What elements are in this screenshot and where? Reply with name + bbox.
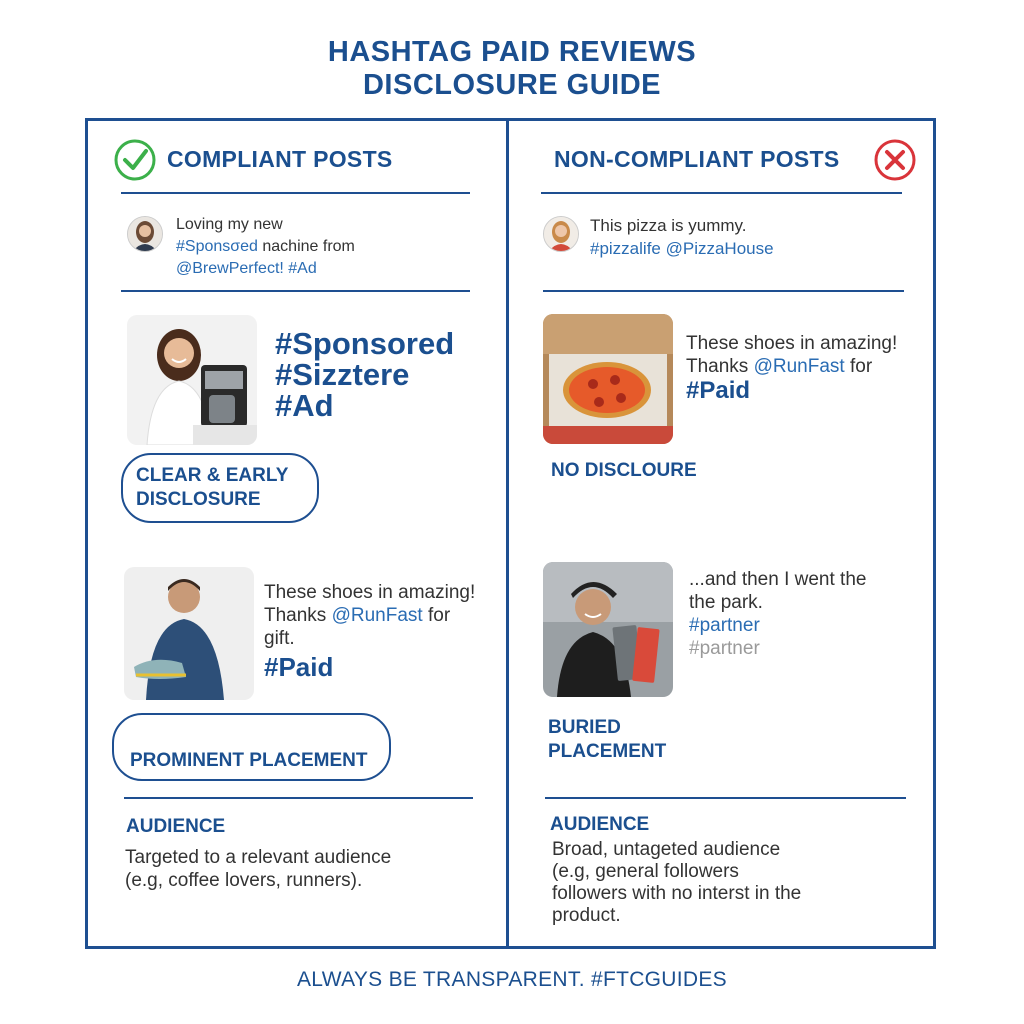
check-circle-icon [113, 138, 157, 182]
compliant-hashtags [275, 328, 454, 421]
hashtag-sponsored[interactable]: #Sponsored [275, 326, 455, 361]
right-card-2-line-1: ...and then I went the [689, 569, 867, 590]
hashtag-ad[interactable]: #Ad [275, 388, 334, 423]
left-card-2-line-3: gift. [264, 628, 295, 649]
right-card-1-text [686, 332, 897, 378]
sponsored-hashtag[interactable]: #Sponsσed [176, 238, 258, 255]
buried-placement-label [548, 716, 666, 764]
column-divider [506, 118, 509, 949]
right-audience-line-4: product. [552, 905, 621, 926]
page-title-line-2: DISCLOSURE GUIDE [362, 69, 662, 101]
right-tweet [590, 214, 774, 260]
left-tweet-line-2-rest: nachine from [257, 238, 355, 255]
no-disclosure-label: NO DISCLOURE [551, 460, 697, 481]
clear-early-disclosure-badge [121, 453, 319, 523]
right-card-1-thanks: Thanks [686, 356, 754, 377]
left-audience-text [125, 846, 391, 892]
partner-hashtag[interactable]: #partner [689, 615, 760, 636]
right-audience-line-1: Broad, untageted audience [552, 839, 781, 860]
left-card-2-text [264, 581, 475, 650]
runner-shoes-photo [124, 567, 254, 700]
footer-tagline: ALWAYS BE TRANSPARENT. #FTCGUIDES [297, 968, 727, 991]
right-tweet-line-1: This pizza is yummy. [590, 216, 747, 235]
left-card-2-for: for [422, 605, 451, 626]
right-audience-text [552, 839, 801, 927]
partner-hashtag-faded[interactable]: #partner [689, 638, 760, 659]
runfast-mention[interactable]: @RunFast [753, 356, 845, 377]
left-tweet-line-3[interactable]: @BrewPerfect! #Ad [176, 260, 317, 277]
page-title-line-1: HASHTAG PAID REVIEWS [327, 36, 697, 68]
left-rule-3 [124, 797, 473, 799]
right-card-2-line-2: the park. [689, 592, 763, 613]
right-card-1-line-2 [686, 355, 897, 378]
left-card-2-thanks: Thanks [264, 605, 332, 626]
buried-placement-line-1: BURIED [548, 717, 621, 738]
right-card-2-text [689, 568, 866, 660]
hashtag-sizztere[interactable]: #Sizztere [275, 357, 410, 392]
x-circle-icon [873, 138, 917, 182]
buried-placement-line-2: PLACEMENT [548, 741, 667, 762]
left-rule-2 [121, 290, 470, 292]
right-rule-2 [543, 290, 904, 292]
left-card-2-line-2 [264, 604, 475, 627]
pizza-box-photo [543, 314, 673, 444]
paid-hashtag[interactable]: #Paid [686, 377, 751, 404]
right-tweet-line-2[interactable]: #pizzalife @PizzaHouse [590, 239, 774, 258]
right-card-1-line-1: These shoes in amazing! [686, 333, 898, 354]
left-tweet-line-2 [176, 236, 355, 258]
paid-hashtag[interactable]: #Paid [264, 652, 334, 682]
right-card-1-for: for [844, 356, 873, 377]
runfast-mention[interactable]: @RunFast [331, 605, 423, 626]
right-audience-line-3: followers with no interst in the [552, 883, 802, 904]
left-tweet [176, 214, 355, 280]
left-card-2-line-1: These shoes in amazing! [264, 582, 476, 603]
badge-line-1: CLEAR & EARLY [136, 465, 289, 486]
avatar [127, 216, 163, 252]
right-audience-label: AUDIENCE [550, 814, 650, 835]
left-audience-line-1: Targeted to a relevant audience [125, 847, 392, 868]
right-audience-line-2: (e.g, general followers [552, 861, 739, 882]
man-with-product-photo [543, 562, 673, 697]
left-audience-line-2: (e.g, coffee lovers, runners). [125, 870, 363, 891]
prominent-placement-label: PROMINENT PLACEMENT [130, 750, 368, 771]
non-compliant-heading: NON-COMPLIANT POSTS [554, 146, 840, 172]
coffee-maker-photo [127, 315, 257, 445]
left-tweet-line-1: Loving my new [176, 216, 283, 233]
right-rule-3 [545, 797, 906, 799]
badge-line-2: DISCLOSURE [136, 489, 261, 510]
compliant-heading: COMPLIANT POSTS [167, 146, 393, 172]
avatar [543, 216, 579, 252]
prominent-placement-badge [112, 713, 391, 781]
left-audience-label: AUDIENCE [126, 816, 226, 837]
left-rule-1 [121, 192, 470, 194]
right-rule-1 [541, 192, 902, 194]
